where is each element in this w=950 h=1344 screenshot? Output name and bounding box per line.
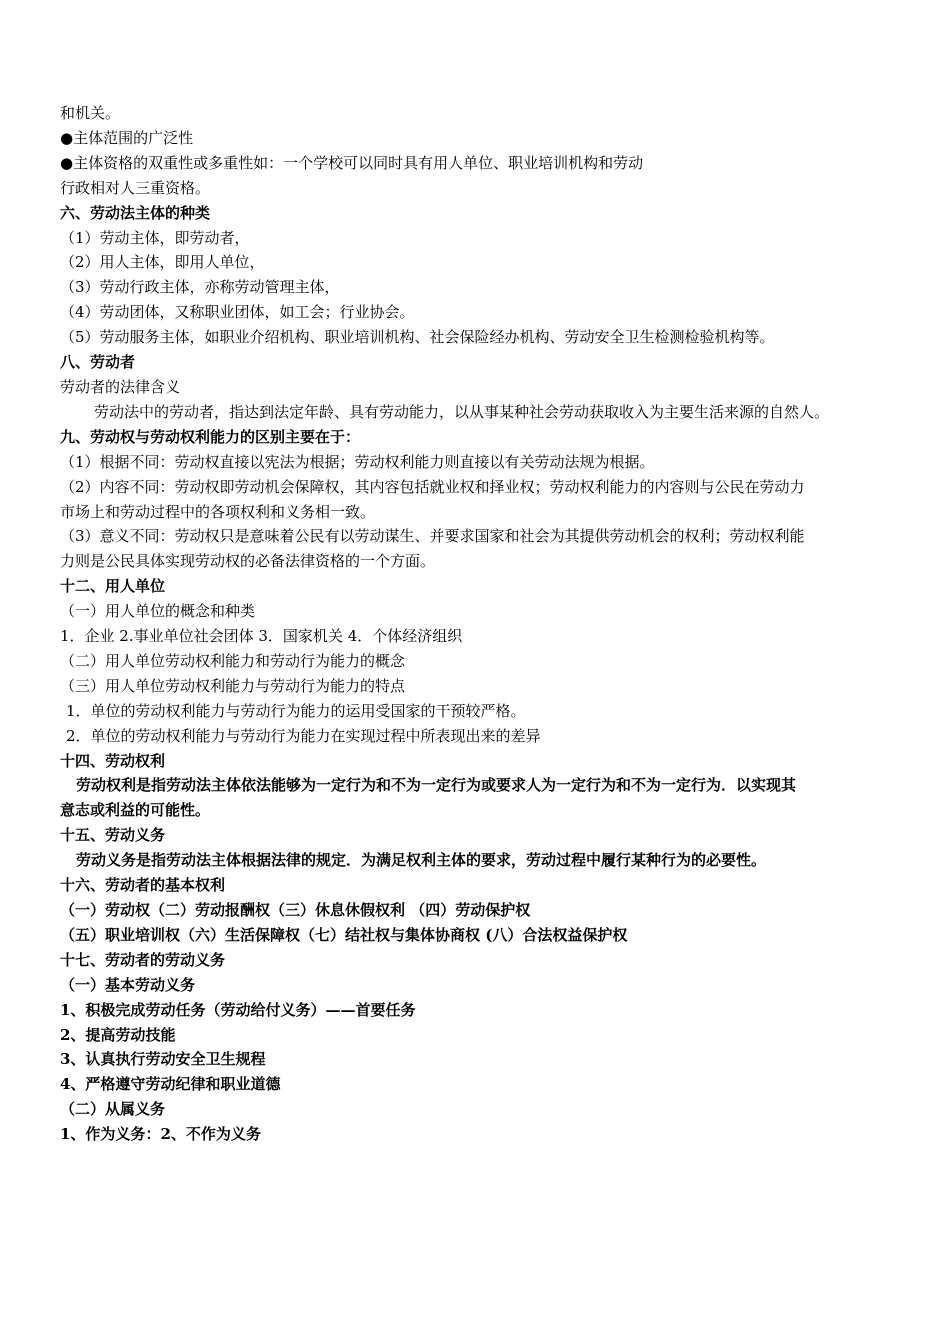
document-page [60, 101, 900, 1147]
list-item: （3）劳动行政主体，亦称劳动管理主体， [60, 278, 340, 297]
bullet-item: ●主体范围的广泛性 [60, 128, 194, 147]
section-heading: 八、劳动者 [60, 353, 136, 372]
subheading: （一）基本劳动义务 [60, 975, 196, 994]
list-item: 2．单位的劳动权利能力与劳动行为能力在实现过程中所表现出来的差异 [66, 726, 541, 745]
subheading: 劳动者的法律含义 [60, 377, 181, 396]
list-item: 2、提高劳动技能 [60, 1025, 176, 1044]
list-item: 4、严格遵守劳动纪律和职业道德 [60, 1075, 281, 1094]
list-item: （1）根据不同：劳动权直接以宪法为根据；劳动权利能力则直接以有关劳动法规为根据。 [60, 452, 655, 471]
section-heading: 十六、劳动者的基本权利 [60, 876, 226, 895]
list-item-continued: 市场上和劳动过程中的各项权利和义务相一致。 [60, 502, 376, 521]
list-item: （1）劳动主体，即劳动者， [60, 228, 250, 247]
section-heading: 九、劳动权与劳动权利能力的区别主要在于： [60, 427, 361, 446]
list-item: 1、积极完成劳动任务（劳动给付义务）——首要任务 [60, 1000, 416, 1019]
list-item: 3、认真执行劳动安全卫生规程 [60, 1050, 266, 1069]
rights-list: （一）劳动权（二）劳动报酬权（三）休息休假权利 （四）劳动保护权 [60, 901, 531, 919]
list-item: 1．企业 2.事业单位社会团体 3．国家机关 4．个体经济组织 [60, 627, 463, 646]
paragraph: 劳动法中的劳动者，指达到法定年龄、具有劳动能力，以从事某种社会劳动获取收入为主要生活来源的自然人。 [94, 402, 830, 421]
list-item: （5）劳动服务主体，如职业介绍机构、职业培训机构、社会保险经办机构、劳动安全卫生检测检验机构等。 [60, 328, 775, 347]
definition-paragraph-continued: 意志或利益的可能性。 [60, 801, 211, 820]
text-line: 行政相对人三重资格。 [60, 178, 211, 197]
section-heading: 十七、劳动者的劳动义务 [60, 950, 226, 969]
section-heading: 六、劳动法主体的种类 [60, 203, 211, 222]
subheading: （二）从属义务 [60, 1100, 166, 1119]
list-item: （2）内容不同：劳动权即劳动机会保障权，其内容包括就业权和择业权；劳动权利能力的内容则与公民在劳动力 [60, 477, 805, 496]
list-item: （4）劳动团体，又称职业团体，如工会；行业协会。 [60, 303, 415, 322]
subheading: （一）用人单位的概念和种类 [60, 602, 256, 621]
section-heading: 十四、劳动权利 [60, 751, 166, 770]
definition-paragraph: 劳动义务是指劳动法主体根据法律的规定．为满足权利主体的要求，劳动过程中履行某种行为的必要性。 [76, 851, 767, 870]
section-heading: 十五、劳动义务 [60, 826, 166, 845]
rights-list: （五）职业培训权（六）生活保障权（七）结社权与集体协商权 (八）合法权益保护权 [60, 925, 628, 944]
subheading: （三）用人单位劳动权利能力与劳动行为能力的特点 [60, 676, 406, 695]
section-heading: 十二、用人单位 [60, 577, 166, 596]
list-item: （3）意义不同：劳动权只是意味着公民有以劳动谋生、并要求国家和社会为其提供劳动机会的权利；劳动权利能 [60, 527, 805, 546]
list-item: 1．单位的劳动权利能力与劳动行为能力的运用受国家的干预较严格。 [66, 701, 526, 720]
subheading: （二）用人单位劳动权利能力和劳动行为能力的概念 [60, 651, 406, 670]
text-line: 和机关。 [60, 104, 121, 122]
list-item: （2）用人主体，即用人单位， [60, 253, 265, 272]
list-item: 1、作为义务：2、不作为义务 [60, 1125, 261, 1144]
bullet-item: ●主体资格的双重性或多重性如：一个学校可以同时具有用人单位、职业培训机构和劳动 [60, 153, 644, 172]
list-item-continued: 力则是公民具体实现劳动权的必备法律资格的一个方面。 [60, 552, 436, 571]
definition-paragraph: 劳动权利是指劳动法主体依法能够为一定行为和不为一定行为或要求人为一定行为和不为一定行为．以实现其 [76, 776, 797, 795]
